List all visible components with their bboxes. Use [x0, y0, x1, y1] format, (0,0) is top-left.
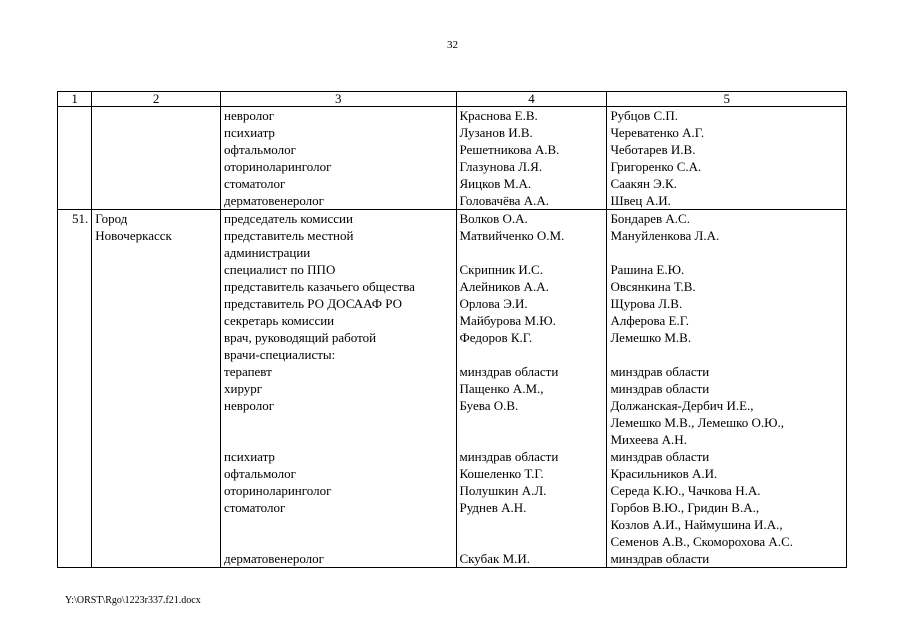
header-col-2: 2	[92, 92, 221, 107]
member-text: минздрав области	[459, 364, 559, 379]
page-number: 32	[447, 39, 458, 51]
reserve-text: Лемешко М.В.	[610, 330, 692, 345]
role-text: специалист по ППО	[224, 262, 336, 277]
role-text: психиатр	[224, 125, 275, 140]
member-text: Матвийченко О.М.	[459, 228, 565, 243]
continued-member-cell	[456, 107, 607, 210]
reserve-text: Григоренко С.А.	[610, 159, 702, 174]
reserve-text: Рубцов С.П.	[610, 108, 679, 123]
reserve-text: Череватенко А.Г.	[610, 125, 705, 140]
member-text: Майбурова М.Ю.	[459, 313, 556, 328]
entry-number	[58, 210, 92, 568]
reserve-text: Щурова Л.В.	[610, 296, 683, 311]
member-text	[460, 346, 604, 363]
entry-row-51	[58, 210, 847, 568]
member-text: Краснова Е.В.	[459, 108, 538, 123]
reserve-text: Саакян Э.К.	[610, 176, 677, 191]
member-text	[460, 533, 604, 550]
member-text: Скрипник И.С.	[459, 262, 543, 277]
entry-number-text: 51.	[71, 211, 89, 226]
member-text: Яицков М.А.	[459, 176, 532, 191]
header-col-1: 1	[58, 92, 92, 107]
reserve-text: Козлов А.И., Наймушина И.А.,	[610, 517, 783, 532]
member-text: Федоров К.Г.	[459, 330, 533, 345]
role-text	[224, 533, 452, 550]
member-text: Буева О.В.	[459, 398, 519, 413]
continued-role-cell	[221, 107, 456, 210]
reserve-text: Лемешко М.В., Лемешко О.Ю.,	[610, 415, 785, 430]
reserve-text: Швец А.И.	[610, 193, 671, 208]
role-text: представитель РО ДОСААФ РО	[224, 296, 402, 311]
reserve-text: Мануйленкова Л.А.	[610, 228, 720, 243]
member-text: Волков О.А.	[459, 211, 528, 226]
member-text	[460, 244, 604, 261]
header-col-4: 4	[456, 92, 607, 107]
role-text: оториноларинголог	[224, 159, 332, 174]
reserve-text: Горбов В.Ю., Гридин В.А.,	[610, 500, 760, 515]
commission-table	[57, 91, 847, 568]
reserve-text: Бондарев А.С.	[610, 211, 690, 226]
reserve-text: минздрав области	[610, 551, 710, 566]
member-text: Пащенко А.М.,	[459, 381, 544, 396]
footer-file-path: Y:\ORST\Rgo\1223r337.f21.docx	[65, 595, 201, 606]
member-text: минздрав области	[459, 449, 559, 464]
reserve-text: Семенов А.В., Скоморохова А.С.	[610, 534, 793, 549]
reserve-text: Красильников А.И.	[610, 466, 718, 481]
continued-number-cell	[58, 107, 92, 210]
reserve-text: Должанская-Дербич И.Е.,	[610, 398, 754, 413]
reserve-text: Алферова Е.Г.	[610, 313, 689, 328]
role-text: офтальмолог	[224, 142, 296, 157]
reserve-text: минздрав области	[610, 364, 710, 379]
city-text: Новочеркасск	[95, 228, 172, 243]
entry-role-cell	[221, 210, 456, 568]
continued-reserve-cell	[607, 107, 847, 210]
role-text: секретарь комиссии	[224, 313, 335, 328]
member-text: Алейников А.А.	[459, 279, 549, 294]
reserve-text: минздрав области	[610, 449, 710, 464]
reserve-text: Михеева А.Н.	[610, 432, 687, 447]
reserve-text: минздрав области	[610, 381, 710, 396]
role-text: представитель казачьего общества	[224, 279, 415, 294]
role-text: хирург	[224, 381, 263, 396]
member-text: Руднев А.Н.	[459, 500, 527, 515]
header-row	[58, 92, 847, 107]
role-text: стоматолог	[224, 500, 286, 515]
reserve-text	[610, 346, 843, 363]
header-col-3: 3	[221, 92, 456, 107]
city-text: Город	[95, 211, 128, 226]
role-text: председатель комиссии	[224, 211, 353, 226]
member-text: Скубак М.И.	[459, 551, 531, 566]
role-text: стоматолог	[224, 176, 286, 191]
member-text	[460, 414, 604, 431]
entry-city-cell	[92, 210, 221, 568]
role-text	[224, 431, 452, 448]
member-text	[460, 516, 604, 533]
header-col-5: 5	[607, 92, 847, 107]
role-text: офтальмолог	[224, 466, 296, 481]
role-text	[224, 516, 452, 533]
continued-city-cell	[92, 107, 221, 210]
reserve-text: Чеботарев И.В.	[610, 142, 696, 157]
role-text	[224, 414, 452, 431]
role-text: врач, руководящий работой	[224, 330, 377, 345]
member-text: Головачёва А.А.	[459, 193, 549, 208]
entry-reserve-cell	[607, 210, 847, 568]
role-text: психиатр	[224, 449, 275, 464]
member-text: Глазунова Л.Я.	[459, 159, 543, 174]
member-text: Полушкин А.Л.	[459, 483, 547, 498]
continued-entry-row	[58, 107, 847, 210]
member-text: Орлова Э.И.	[459, 296, 528, 311]
role-text: невролог	[224, 108, 275, 123]
member-text	[460, 431, 604, 448]
role-text: терапевт	[224, 364, 272, 379]
role-text: оториноларинголог	[224, 483, 332, 498]
role-text: дерматовенеролог	[224, 551, 324, 566]
member-text: Решетникова А.В.	[459, 142, 560, 157]
reserve-text	[610, 244, 843, 261]
entry-member-cell	[456, 210, 607, 568]
member-text: Лузанов И.В.	[459, 125, 533, 140]
reserve-text: Середа К.Ю., Чачкова Н.А.	[610, 483, 761, 498]
role-text: врачи-специалисты:	[224, 347, 336, 362]
role-text: дерматовенеролог	[224, 193, 324, 208]
role-text: невролог	[224, 398, 275, 413]
role-text: представитель местной	[224, 228, 354, 243]
member-text: Кошеленко Т.Г.	[459, 466, 544, 481]
role-text: администрации	[224, 245, 311, 260]
reserve-text: Овсянкина Т.В.	[610, 279, 696, 294]
reserve-text: Рашина Е.Ю.	[610, 262, 685, 277]
